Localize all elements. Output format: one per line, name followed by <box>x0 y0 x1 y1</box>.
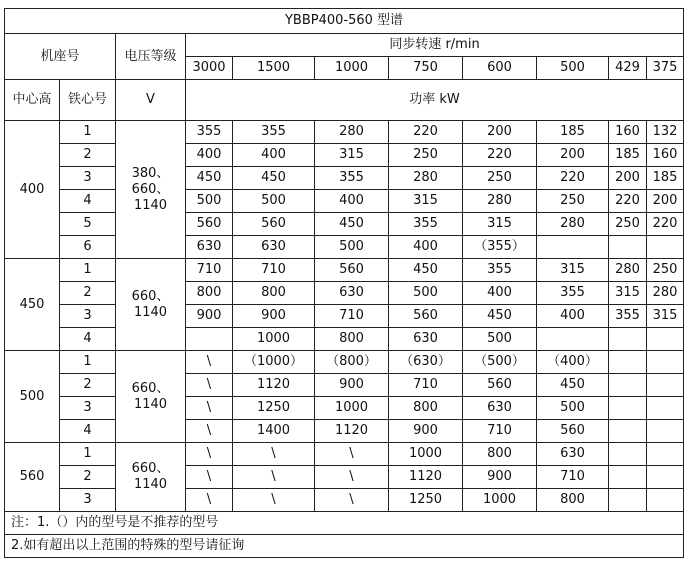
power-cell: 315 <box>609 282 647 305</box>
power-cell: 1120 <box>389 466 463 489</box>
power-cell: 280 <box>315 121 389 144</box>
power-cell: \ <box>186 397 233 420</box>
power-cell: 400 <box>315 190 389 213</box>
core-no-cell: 4 <box>60 190 116 213</box>
spec-table-body <box>5 9 684 512</box>
power-cell <box>647 236 684 259</box>
power-cell <box>609 397 647 420</box>
power-cell: 1250 <box>389 489 463 512</box>
power-cell: 560 <box>186 213 233 236</box>
power-unit-header: 功率 kW <box>186 80 684 121</box>
power-cell: 400 <box>389 236 463 259</box>
voltage-cell <box>116 259 186 351</box>
power-cell: （400） <box>537 351 609 374</box>
core-no-cell: 6 <box>60 236 116 259</box>
power-cell: 900 <box>463 466 537 489</box>
speed-header-cell: 1500 <box>233 57 315 80</box>
power-cell: 160 <box>609 121 647 144</box>
power-cell: \ <box>186 443 233 466</box>
table-row <box>5 144 684 167</box>
power-cell <box>647 443 684 466</box>
core-no-cell: 1 <box>60 121 116 144</box>
power-cell <box>609 420 647 443</box>
power-cell: 800 <box>315 328 389 351</box>
power-cell: 250 <box>389 144 463 167</box>
note-1: 注：1.（）内的型号是不推荐的型号 <box>5 512 684 535</box>
speed-header-cell: 750 <box>389 57 463 80</box>
power-cell: 355 <box>233 121 315 144</box>
table-row <box>5 236 684 259</box>
core-no-cell: 2 <box>60 466 116 489</box>
power-cell: （800） <box>315 351 389 374</box>
power-cell: 1250 <box>233 397 315 420</box>
table-row <box>5 328 684 351</box>
power-cell: 500 <box>233 190 315 213</box>
notes <box>5 512 684 558</box>
center-height-cell: 560 <box>5 443 60 512</box>
power-cell <box>609 443 647 466</box>
power-cell: 400 <box>233 144 315 167</box>
power-cell: \ <box>186 351 233 374</box>
table-row <box>5 466 684 489</box>
note-2: 2.如有超出以上范围的特殊的型号请征询 <box>5 535 684 558</box>
power-cell: \ <box>233 466 315 489</box>
core-no-cell: 3 <box>60 489 116 512</box>
core-no-cell: 4 <box>60 328 116 351</box>
center-height-cell: 400 <box>5 121 60 259</box>
power-cell: 355 <box>537 282 609 305</box>
power-cell: 450 <box>233 167 315 190</box>
power-cell: 400 <box>537 305 609 328</box>
power-cell: 355 <box>609 305 647 328</box>
table-row <box>5 374 684 397</box>
power-cell: 450 <box>389 259 463 282</box>
table-row <box>5 259 684 282</box>
center-height-cell: 450 <box>5 259 60 351</box>
sync-speed-header: 同步转速 r/min <box>186 34 684 57</box>
table-row <box>5 282 684 305</box>
power-cell: \ <box>186 466 233 489</box>
power-cell: 185 <box>537 121 609 144</box>
power-cell <box>647 328 684 351</box>
power-cell: 315 <box>389 190 463 213</box>
power-cell: 800 <box>537 489 609 512</box>
power-cell: 280 <box>609 259 647 282</box>
power-cell: 710 <box>537 466 609 489</box>
power-cell: 400 <box>463 282 537 305</box>
power-cell: 710 <box>463 420 537 443</box>
power-cell: 800 <box>463 443 537 466</box>
power-cell: 450 <box>463 305 537 328</box>
voltage-line: 1140 <box>133 197 168 213</box>
power-cell: （630） <box>389 351 463 374</box>
voltage-cell <box>116 121 186 259</box>
voltage-line: 380、 <box>131 165 170 181</box>
power-cell: 200 <box>537 144 609 167</box>
note-row <box>5 535 684 558</box>
power-cell: 630 <box>389 328 463 351</box>
power-cell: 280 <box>389 167 463 190</box>
core-no-cell: 3 <box>60 167 116 190</box>
power-cell <box>609 374 647 397</box>
core-no-cell: 2 <box>60 144 116 167</box>
power-cell: 800 <box>233 282 315 305</box>
power-cell: 560 <box>233 213 315 236</box>
power-cell <box>609 351 647 374</box>
power-cell: \ <box>315 443 389 466</box>
power-cell: 900 <box>233 305 315 328</box>
table-row <box>5 121 684 144</box>
power-cell: 250 <box>609 213 647 236</box>
power-cell: 710 <box>315 305 389 328</box>
title-row <box>5 9 684 34</box>
power-cell: （500） <box>463 351 537 374</box>
voltage-line: 1140 <box>133 396 168 412</box>
power-cell: 1000 <box>315 397 389 420</box>
power-cell: 280 <box>463 190 537 213</box>
power-cell: 185 <box>609 144 647 167</box>
power-cell: 1000 <box>389 443 463 466</box>
center-height-cell: 500 <box>5 351 60 443</box>
power-cell: 500 <box>463 328 537 351</box>
power-cell <box>609 466 647 489</box>
table-row <box>5 167 684 190</box>
power-cell: 630 <box>233 236 315 259</box>
core-no-cell: 4 <box>60 420 116 443</box>
power-cell: 710 <box>233 259 315 282</box>
power-cell: 560 <box>463 374 537 397</box>
power-cell: 900 <box>389 420 463 443</box>
power-cell: \ <box>315 466 389 489</box>
voltage-line: 660、 <box>131 181 170 197</box>
power-cell: 220 <box>463 144 537 167</box>
power-cell: 200 <box>609 167 647 190</box>
power-cell: 200 <box>463 121 537 144</box>
power-cell: 900 <box>186 305 233 328</box>
power-cell <box>609 489 647 512</box>
speed-header-cell: 600 <box>463 57 537 80</box>
header-row-3 <box>5 80 684 121</box>
speed-header-cell: 3000 <box>186 57 233 80</box>
power-cell: \ <box>186 489 233 512</box>
spec-table <box>4 8 684 558</box>
table-row <box>5 489 684 512</box>
power-cell <box>647 397 684 420</box>
power-cell: 315 <box>315 144 389 167</box>
power-cell: 630 <box>315 282 389 305</box>
speed-header-cell: 375 <box>647 57 684 80</box>
power-cell: 160 <box>647 144 684 167</box>
power-cell <box>537 328 609 351</box>
voltage-grade-header: 电压等级 <box>116 34 186 80</box>
power-cell: 630 <box>186 236 233 259</box>
speed-header-cell: 1000 <box>315 57 389 80</box>
power-cell: 630 <box>537 443 609 466</box>
power-cell: 1000 <box>463 489 537 512</box>
power-cell: 132 <box>647 121 684 144</box>
table-title: YBBP400-560 型谱 <box>5 9 684 34</box>
power-cell: 315 <box>463 213 537 236</box>
voltage-line: 1140 <box>133 304 168 320</box>
table-row <box>5 420 684 443</box>
power-cell: 280 <box>537 213 609 236</box>
speed-header-cell: 500 <box>537 57 609 80</box>
power-cell: 800 <box>186 282 233 305</box>
power-cell: 500 <box>537 397 609 420</box>
table-row <box>5 443 684 466</box>
power-cell <box>609 328 647 351</box>
power-cell: 355 <box>186 121 233 144</box>
power-cell: （355） <box>463 236 537 259</box>
power-cell: 220 <box>609 190 647 213</box>
voltage-line: 660、 <box>131 288 170 304</box>
core-no-header: 铁心号 <box>60 80 116 121</box>
center-height-header: 中心高 <box>5 80 60 121</box>
power-cell: 800 <box>389 397 463 420</box>
power-cell: 450 <box>315 213 389 236</box>
voltage-line: 1140 <box>133 477 168 492</box>
power-cell <box>647 420 684 443</box>
power-cell: 315 <box>647 305 684 328</box>
power-cell: 1400 <box>233 420 315 443</box>
power-cell: 1120 <box>315 420 389 443</box>
power-cell: 250 <box>463 167 537 190</box>
power-cell: 315 <box>537 259 609 282</box>
power-cell <box>186 328 233 351</box>
power-cell: 500 <box>389 282 463 305</box>
power-cell: 710 <box>186 259 233 282</box>
power-cell: 560 <box>315 259 389 282</box>
power-cell: 900 <box>315 374 389 397</box>
note-row <box>5 512 684 535</box>
power-cell: \ <box>233 443 315 466</box>
core-no-cell: 1 <box>60 259 116 282</box>
frame-no-header: 机座号 <box>5 34 116 80</box>
power-cell: 220 <box>389 121 463 144</box>
power-cell: 250 <box>647 259 684 282</box>
power-cell: 560 <box>389 305 463 328</box>
power-cell: \ <box>186 374 233 397</box>
power-cell: \ <box>233 489 315 512</box>
table-row <box>5 351 684 374</box>
power-cell: （1000） <box>233 351 315 374</box>
voltage-cell <box>116 443 186 512</box>
power-cell <box>647 374 684 397</box>
core-no-cell: 1 <box>60 351 116 374</box>
power-cell: \ <box>315 489 389 512</box>
voltage-line: 660、 <box>131 380 170 396</box>
power-cell: 400 <box>186 144 233 167</box>
power-cell: 450 <box>186 167 233 190</box>
power-cell <box>609 236 647 259</box>
core-no-cell: 5 <box>60 213 116 236</box>
power-cell: 560 <box>537 420 609 443</box>
power-cell: 500 <box>186 190 233 213</box>
power-cell: 1120 <box>233 374 315 397</box>
core-no-cell: 2 <box>60 282 116 305</box>
power-cell: 355 <box>463 259 537 282</box>
core-no-cell: 3 <box>60 305 116 328</box>
power-cell: 355 <box>389 213 463 236</box>
power-cell: 220 <box>537 167 609 190</box>
power-cell: 710 <box>389 374 463 397</box>
voltage-cell <box>116 351 186 443</box>
power-cell: 280 <box>647 282 684 305</box>
table-row <box>5 397 684 420</box>
power-cell: 500 <box>315 236 389 259</box>
voltage-unit-header: V <box>116 80 186 121</box>
power-cell: 200 <box>647 190 684 213</box>
power-cell: 1000 <box>233 328 315 351</box>
power-cell: 450 <box>537 374 609 397</box>
power-cell <box>537 236 609 259</box>
power-cell: 185 <box>647 167 684 190</box>
power-cell <box>647 489 684 512</box>
table-row <box>5 190 684 213</box>
core-no-cell: 3 <box>60 397 116 420</box>
header-row-1 <box>5 34 684 57</box>
core-no-cell: 2 <box>60 374 116 397</box>
power-cell: 355 <box>315 167 389 190</box>
power-cell: 630 <box>463 397 537 420</box>
power-cell <box>647 351 684 374</box>
table-row <box>5 213 684 236</box>
spec-sheet <box>4 8 684 558</box>
power-cell: 250 <box>537 190 609 213</box>
power-cell <box>647 466 684 489</box>
voltage-line: 660、 <box>131 461 170 476</box>
power-cell: 220 <box>647 213 684 236</box>
power-cell: \ <box>186 420 233 443</box>
core-no-cell: 1 <box>60 443 116 466</box>
table-row <box>5 305 684 328</box>
speed-header-cell: 429 <box>609 57 647 80</box>
